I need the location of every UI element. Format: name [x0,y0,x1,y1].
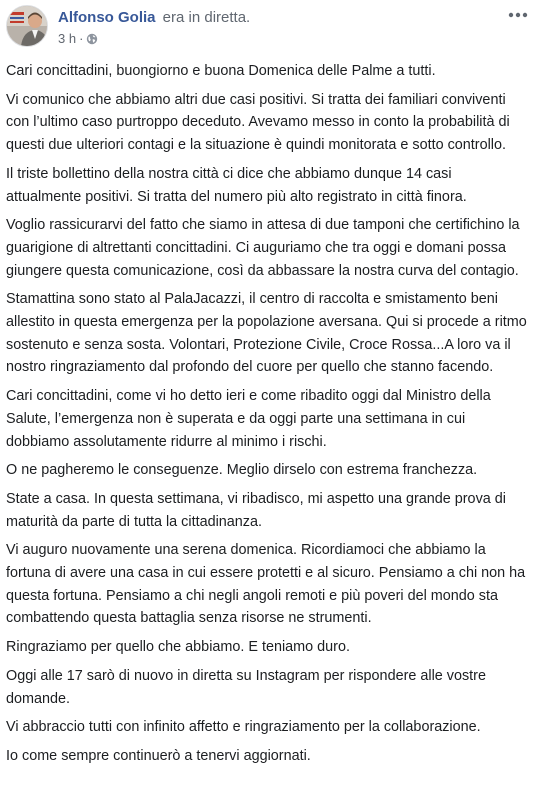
post-paragraph: Io come sempre continuerò a tenervi aggiornati. [6,747,311,764]
author-line [58,9,250,27]
post-header [0,0,536,52]
post-timestamp[interactable]: 3 h [58,31,77,46]
post-paragraph: Vi abbraccio tutti con infinito affetto e ringraziamento per la collaborazione. [6,719,481,736]
post-body [6,60,528,774]
post-paragraph: Ringraziamo per quello che abbiamo. E teniamo duro. [6,639,350,656]
post-paragraph: Cari concittadini, buongiorno e buona Domenica delle Palme a tutti. [6,63,436,79]
post-paragraph: Il triste bollettino della nostra città ci dice che abbiamo dunque 14 casi attualmente positivi. Si tratta del numero più alto registrato in città finora. [6,165,467,205]
post-paragraph: Voglio rassicurarvi del fatto che siamo in attesa di due tamponi che certifichino la guarigione di altrettanti concittadini. Ci auguriamo che tra oggi e domani possa giungere questa comunicazione, così da abbassare la nostra curva del contagio. [6,217,520,279]
post-paragraph: Cari concittadini, come vi ho detto ieri e come ribadito oggi dal Ministro della Salute, l’emergenza non è superata e da oggi parte una settimana in cui dobbiamo assolutamente ridurre al minimo i rischi. [6,388,491,450]
author-name[interactable]: Alfonso Golia [58,9,156,26]
post-meta [58,31,98,46]
post-paragraph: Stamattina sono stato al PalaJacazzi, il centro di raccolta e smistamento beni allestito in questa emergenza per la popolazione aversana. Qui si procede a ritmo sostenuto e senza sosta. Volontari, Protezione Civile, Croce Rossa...A loro va il nostro ringraziamento dal profondo del cuore per quello che stanno facendo. [6,291,527,376]
author-avatar[interactable] [6,5,48,47]
globe-icon[interactable] [86,33,98,45]
meta-separator: · [79,31,84,46]
live-status: era in diretta. [162,9,251,26]
post-paragraph: Oggi alle 17 sarò di nuovo in diretta su Instagram per rispondere alle vostre domande. [6,667,486,707]
post-paragraph: Vi comunico che abbiamo altri due casi positivi. Si tratta dei familiari conviventi con l’ultimo caso purtroppo deceduto. Avevamo messo in conto la probabilità di questi due ulteriori contagi e la situazione è quindi monitorata e sotto controllo. [6,91,510,154]
post-paragraph: Vi auguro nuovamente una serena domenica. Ricordiamoci che abbiamo la fortuna di avere una casa in cui essere protetti e al sicuro. Pensiamo a chi non ha questa fortuna. Pensiamo a chi negli angoli remoti e più poveri del mondo sta combattendo questa battaglia senza risorse ne strumenti. [6,542,526,627]
post-paragraph: State a casa. In questa settimana, vi ribadisco, mi aspetto una grande prova di maturità da parte di tutta la cittadinanza. [6,490,506,530]
post-paragraph: O ne pagheremo le conseguenze. Meglio dirselo con estrema franchezza. [6,462,478,479]
more-options-icon[interactable] [506,6,530,24]
avatar-image [7,6,47,46]
